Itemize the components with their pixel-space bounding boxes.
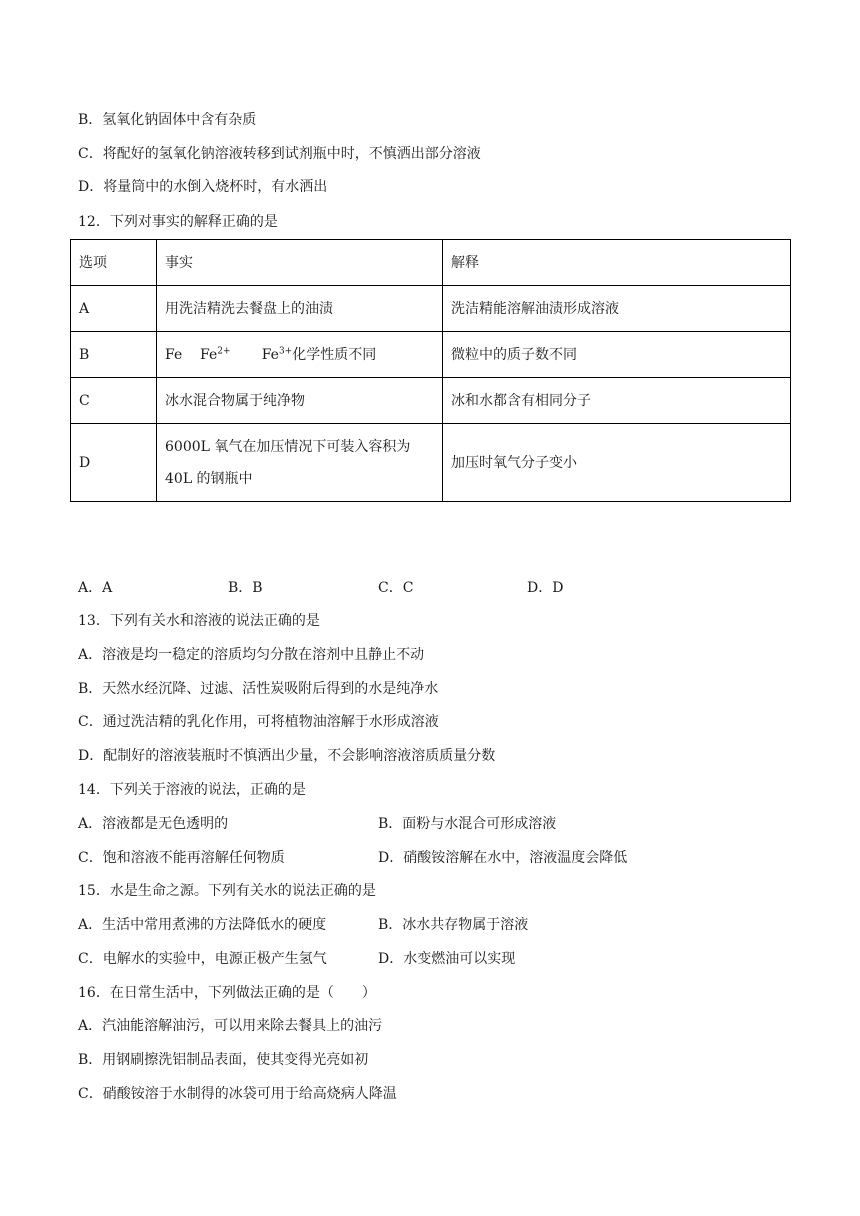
table-row bbox=[71, 424, 791, 502]
fact-fe3-charge: 3+ bbox=[278, 345, 293, 356]
q13-stem: 13．下列有关水和溶液的说法正确的是 bbox=[78, 613, 320, 629]
q13-option-d: D．配制好的溶液装瓶时不慎洒出少量，不会影响溶液溶质质量分数 bbox=[78, 748, 496, 764]
q15-stem: 15．水是生命之源。下列有关水的说法正确的是 bbox=[78, 883, 376, 899]
row-fact bbox=[157, 424, 443, 502]
q14-option-d: D．硝酸铵溶解在水中，溶液温度会降低 bbox=[378, 850, 628, 866]
q13-option-b: B．天然水经沉降、过滤、活性炭吸附后得到的水是纯净水 bbox=[78, 681, 439, 697]
q14-option-a: A．溶液都是无色透明的 bbox=[78, 816, 229, 832]
q14-option-c: C．饱和溶液不能再溶解任何物质 bbox=[78, 850, 285, 866]
row-option: D bbox=[71, 424, 157, 502]
q11-option-c: C．将配好的氢氧化钠溶液转移到试剂瓶中时，不慎洒出部分溶液 bbox=[78, 146, 481, 162]
row-explanation: 洗洁精能溶解油渍形成溶液 bbox=[443, 286, 791, 332]
row-fact: 用洗洁精洗去餐盘上的油渍 bbox=[157, 286, 443, 332]
row-fact-line2: 40L 的钢瓶中 bbox=[165, 470, 253, 487]
q12-choice-d: D．D bbox=[527, 580, 564, 596]
fact-fe3: Fe bbox=[261, 346, 279, 363]
q15-option-b: B．冰水共存物属于溶液 bbox=[378, 917, 529, 933]
q12-stem: 12．下列对事实的解释正确的是 bbox=[78, 214, 278, 230]
row-option: A bbox=[71, 286, 157, 332]
q16-option-a: A．汽油能溶解油污，可以用来除去餐具上的油污 bbox=[78, 1018, 383, 1034]
row-option: B bbox=[71, 332, 157, 378]
q13-option-c: C．通过洗洁精的乳化作用，可将植物油溶解于水形成溶液 bbox=[78, 714, 439, 730]
q13-option-a: A．溶液是均一稳定的溶质均匀分散在溶剂中且静止不动 bbox=[78, 647, 425, 663]
fact-text: 化学性质不同 bbox=[292, 346, 377, 363]
row-fact-line1: 6000L 氧气在加压情况下可装入容积为 bbox=[165, 438, 411, 455]
fact-fe2-charge: 2+ bbox=[217, 345, 231, 356]
q14-stem: 14．下列关于溶液的说法，正确的是 bbox=[78, 782, 306, 798]
header-explanation: 解释 bbox=[443, 240, 791, 286]
fact-fe2: Fe bbox=[200, 346, 218, 363]
q11-option-b: B．氢氧化钠固体中含有杂质 bbox=[78, 112, 257, 128]
q11-option-d: D．将量筒中的水倒入烧杯时，有水洒出 bbox=[78, 179, 328, 195]
table-row bbox=[71, 286, 791, 332]
q15-option-a: A．生活中常用煮沸的方法降低水的硬度 bbox=[78, 917, 327, 933]
q12-choice-b: B．B bbox=[228, 580, 263, 596]
q16-option-b: B．用钢刷擦洗铝制品表面，使其变得光亮如初 bbox=[78, 1052, 369, 1068]
table-row bbox=[71, 332, 791, 378]
row-explanation: 冰和水都含有相同分子 bbox=[443, 378, 791, 424]
q15-option-c: C．电解水的实验中，电源正极产生氢气 bbox=[78, 951, 327, 967]
q12-choice-c: C．C bbox=[378, 580, 414, 596]
header-fact: 事实 bbox=[157, 240, 443, 286]
row-fact bbox=[157, 332, 443, 378]
q14-option-b: B．面粉与水混合可形成溶液 bbox=[378, 816, 557, 832]
q15-option-d: D．水变燃油可以实现 bbox=[378, 951, 516, 967]
q16-option-c: C．硝酸铵溶于水制得的冰袋可用于给高烧病人降温 bbox=[78, 1086, 397, 1102]
table-header-row bbox=[71, 240, 791, 286]
q12-choice-a: A．A bbox=[78, 580, 113, 596]
row-explanation: 微粒中的质子数不同 bbox=[443, 332, 791, 378]
q16-stem: 16．在日常生活中，下列做法正确的是（ ） bbox=[78, 985, 376, 1001]
row-fact: 冰水混合物属于纯净物 bbox=[157, 378, 443, 424]
table-row bbox=[71, 378, 791, 424]
row-explanation: 加压时氧气分子变小 bbox=[443, 424, 791, 502]
fact-fe: Fe bbox=[165, 346, 183, 363]
q12-table bbox=[70, 239, 791, 502]
row-option: C bbox=[71, 378, 157, 424]
header-option: 选项 bbox=[71, 240, 157, 286]
